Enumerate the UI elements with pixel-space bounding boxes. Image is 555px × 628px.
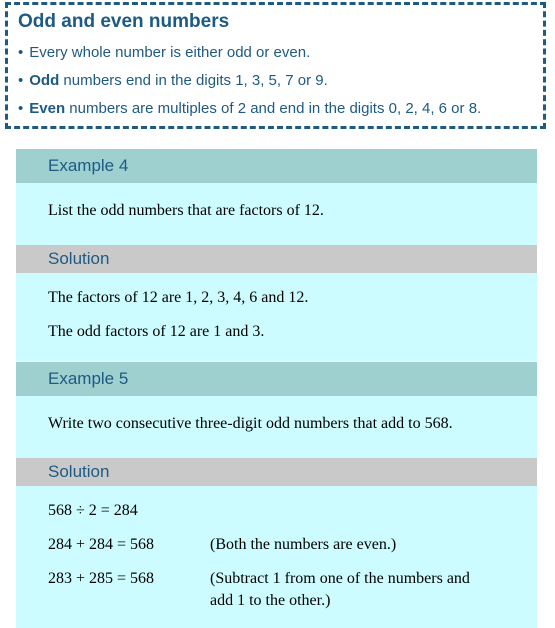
solution-row <box>16 562 537 612</box>
key-points-title: Odd and even numbers <box>18 11 230 32</box>
key-points-box <box>5 2 546 129</box>
solution-line: 568 ÷ 2 = 284 <box>48 502 138 519</box>
example-4-heading: Example 4 <box>16 149 537 183</box>
equation-note-line: (Subtract 1 from one of the numbers and <box>210 570 470 587</box>
bullet-icon: • <box>18 72 24 89</box>
example-4-question: List the odd numbers that are factors of 12. <box>48 202 324 219</box>
example-5-panel <box>16 362 537 628</box>
bullet-icon: • <box>18 100 24 117</box>
bullet-icon: • <box>18 44 24 61</box>
equation-note-line: add 1 to the other.) <box>210 592 331 609</box>
key-point-text: numbers end in the digits 1, 3, 5, 7 or 9. <box>59 72 328 89</box>
solution-line: The odd factors of 12 are 1 and 3. <box>48 323 265 340</box>
example-4-solution-heading: Solution <box>16 245 537 273</box>
key-term-even: Even <box>29 100 66 117</box>
equation-note: (Both the numbers are even.) <box>210 536 397 553</box>
key-point-text: Every whole number is either odd or even. <box>29 44 311 61</box>
solution-line: The factors of 12 are 1, 2, 3, 4, 6 and 12. <box>48 289 309 306</box>
example-5-heading: Example 5 <box>16 362 537 396</box>
example-5-question: Write two consecutive three-digit odd numbers that add to 568. <box>48 415 453 432</box>
equation: 284 + 284 = 568 <box>48 536 155 553</box>
key-point-text: numbers are multiples of 2 and end in the digits 0, 2, 4, 6 or 8. <box>65 100 482 117</box>
solution-row <box>16 528 537 562</box>
key-points-list <box>18 39 533 123</box>
equation-note <box>210 568 470 612</box>
key-point-1 <box>18 39 533 67</box>
equation: 283 + 285 = 568 <box>48 570 155 587</box>
example-4-panel <box>16 149 537 361</box>
key-term-odd: Odd <box>29 72 60 89</box>
example-5-solution-heading: Solution <box>16 458 537 486</box>
key-point-2 <box>18 67 533 95</box>
key-point-3 <box>18 95 533 123</box>
